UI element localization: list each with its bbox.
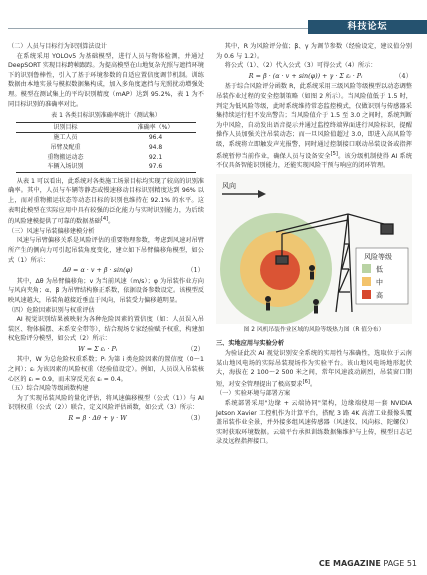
table-row: [16, 133, 196, 143]
paragraph: 在系统采用 YOLOv5 为基础模型，进行人员与物体检测，并通过 DeepSORT 实现目标跨帧跟踪。为提高模型在山地复杂光照与遮挡环境下的识别鲁棒性，引入了基于环境参数的自适应置信度调节机制。训练数据由本地实景与模拟数据集构成，加入多角度遮挡与光照扰动增强处理。模型在测试集上的平均识别精度（mAP）达到 95.2%，表 1 为不同目标识别的准确率对比。: [8, 52, 204, 108]
section-heading: （四）危险因素识别与权重评估: [8, 306, 95, 314]
equation-number: （3）: [187, 414, 204, 423]
equation-number: （4）: [395, 71, 412, 80]
section-heading: （五）综合风险等级函数构建: [8, 385, 89, 393]
legend-swatch-mid: [362, 277, 371, 286]
legend-label-mid: 中: [376, 278, 383, 287]
table-row: [16, 153, 196, 163]
paragraph: 其中，W 为总危险权重系数；Pᵢ 为第 i 类危险因素的置信度（0～1 之间）；εᵢ 为该因素的风险权重（经验值设定）。例如，人员误入吊装核心区的 εᵢ = 0.9，而未穿反光衣 εᵢ = 0.4。: [8, 356, 204, 383]
table-header: 准确率（%）: [115, 122, 196, 133]
legend: [356, 248, 408, 304]
section-tag: 科技论坛: [308, 20, 427, 34]
magazine-name: CE MAGAZINE: [318, 559, 381, 568]
risk-heatmap: [216, 174, 412, 324]
right-column: [216, 42, 412, 447]
table-cell: 重物搬运动态: [47, 153, 84, 161]
equation-expression: W = Σ εᵢ · Pᵢ: [78, 344, 118, 353]
accuracy-table: [16, 122, 196, 173]
legend-title: 风险等级: [364, 252, 392, 261]
left-column: [8, 42, 204, 425]
header-rule: [8, 28, 308, 29]
paragraph-text: 为验证此次 AI 视觉识别安全系统的实用性与准确性，选取位于云南某山地风电场的实际吊装现场作为实验平台。该山地风电场地形起伏大，海拔在 2 100～2 500 米之间，常年风速波动剧烈，吊装窗口期短，对安全管理提出了极高要求: [216, 349, 412, 388]
paragraph-text: 从表 1 可以看出，此系统对各类施工场景目标均实现了较高的识别准确率。其中，人员与车辆等静态或慢速移动目标识别精度达到 96% 以上，而对重物搬运状态等动态目标的识别也维持在 92.1% 的水平。这表明此模型在实际应用中具有较强的泛化能力与实时识别能力，为后续的风险建模提供了可靠的数据基础: [8, 177, 204, 226]
paragraph: 其中，R 为风险评分值；β、γ 为调节参数（经验设定，建议值分别为 0.6 与 1.2）。: [216, 43, 412, 60]
paragraph-text: 。该分级机制使得 AI 系统不仅具备智能识别能力，还能实现风险干预与响应的闭环管理。: [216, 152, 412, 170]
section-heading: （一）实验环境与部署方案: [216, 390, 291, 398]
section-heading: （三）风速与吊装偏移建模分析: [8, 227, 95, 235]
legend-label-high: 高: [376, 291, 383, 300]
equation-3: [8, 414, 204, 424]
table-cell: 94.8: [148, 143, 163, 151]
paragraph: AI 视觉识别结果被映射为各种危险因素的置信度（如：人员误入吊装区、物体摇摆、未系安全带等），结合现场专家经验赋予权重，构建加权危险评分模型，如公式（2）所示：: [8, 316, 204, 343]
paragraph: 将公式（1）、（2）代入公式（3）可得公式（4）所示：: [224, 62, 377, 70]
risk-heatmap-figure: [216, 174, 412, 324]
table-row: [16, 162, 196, 172]
paragraph: [216, 82, 412, 170]
paragraph: 其中，Δθ 为吊臂偏移角；v 为当前风速（m/s）；φ 为吊装作业方向与风向夹角；α、β 为吊臂结构修正系数，依据设备参数设定。该模型反映风速越大，吊装角越接近垂直于风向，吊装受力偏移越明显。: [8, 277, 204, 304]
citation: [5]: [330, 150, 338, 157]
table-header: 识别目标: [16, 122, 115, 133]
figure-caption: 图 2 风机吊装作业区域的风险等级热力图（R 值分布）: [243, 326, 385, 333]
table-cell: 97.6: [115, 162, 196, 172]
legend-swatch-low: [362, 264, 371, 273]
equation-2: [8, 345, 204, 355]
legend-swatch-high: [362, 290, 371, 299]
equation-4: [216, 72, 412, 82]
table-cell: 吊臂及配重: [50, 143, 81, 151]
legend-label-low: 低: [376, 265, 383, 274]
table-cell: 车辆入场识别: [16, 162, 115, 172]
table-cell: 92.1: [148, 153, 163, 161]
paragraph: 为验证此次 AI 视觉识别安全系统的实用性与准确性，选取位于云南某山地风电场的实际吊装现场作为实验平台。该山地风电场地形起伏大，海拔在 2 100～2 500 米之间，常年风速波动剧烈，吊装窗口期短，对安全管理提出了极高要求[6]。: [216, 349, 412, 388]
equation-expression: Δθ = α · v + β · sin(φ): [62, 266, 133, 275]
wind-direction-label: 风向: [222, 181, 236, 190]
paragraph: 为了实现吊装风险的量化评估，将风速偏移模型（公式（1））与 AI 识别权重（公式（2））联合，定义风险评估函数，如公式（3）所示：: [8, 394, 204, 412]
citation: [4]: [100, 216, 109, 223]
paragraph: 从表 1 可以看出，此系统对各类施工场景目标均实现了较高的识别准确率。其中，人员与车辆等静态或慢速移动目标识别精度达到 96% 以上，而对重物搬运状态等动态目标的识别也维持在 92.1% 的水平。这表明此模型在实际应用中具有较强的泛化能力与实时识别能力，为后续的风险建模提供了可靠的数据基础[4]。: [8, 177, 204, 226]
section-heading: （二）人员与目标行为识别算法设计: [8, 43, 107, 50]
paragraph: 风速与吊臂偏移关系是风险评估的重要物理参数，考虑到风速对吊臂所产生的侧向力可引起吊装角度变化，建立如下吊臂偏移角模型，如公式（1）所示：: [8, 237, 204, 264]
paragraph-text: 基于综合风险评分函数 R，此系统采用三级风险等级模型以动态调整吊装作业过程的安全控制策略（如图 2 所示）。当风险值低于 1.5 时，判定为低风险等级，此时系统维持常态监控模式，仅做识别与传感器采集持续运行但不发出警告；当风险值介于 1.5 至 3.0 之间时，系统判断为中风险，自动发出语音提示并通过监控终端界面进行风险标识，提醒操作人员加强关注吊装动态；而一旦风险值超过 3.0，即进入高风险等级，系统将立即触发声光报警，同时通过控制接口联动吊装设备或指挥系统暂停当前作业，确保人员与设备安全: [216, 83, 412, 160]
table-cell: 96.4: [148, 134, 163, 142]
section-heading: 三、实地应用与实验分析: [216, 340, 285, 348]
paragraph: 系统部署采用"边缘 + 云端协同"架构，边缘端使用一套 NVIDIA Jetson Xavier 工控机作为计算平台，搭配 3 路 4K 高清工业摄像头覆盖吊装作业全景，并外接多组风速传感器（风速仪、风向标、陀螺仪）实时获取环境数据。云端平台承担训练数据集维护与上传，模型日志记录及远程指挥接口。: [216, 400, 412, 446]
equation-number: （1）: [187, 266, 204, 275]
table-cell: 施工人员: [53, 134, 78, 142]
equation-expression: R = β · Δθ + γ · W: [68, 414, 127, 423]
equation-1: [8, 266, 204, 276]
page-number: PAGE 51: [383, 559, 417, 568]
equation-expression: R = β · (α · v + sin(φ)) + γ · Σ εᵢ · Pᵢ: [248, 71, 363, 80]
table-caption: 表 1 各类目标识别准确率统计（测试集）: [51, 112, 161, 120]
citation: [6]: [302, 378, 310, 385]
page-footer: [319, 559, 417, 568]
table-row: [16, 143, 196, 153]
equation-number: （2）: [187, 344, 204, 353]
